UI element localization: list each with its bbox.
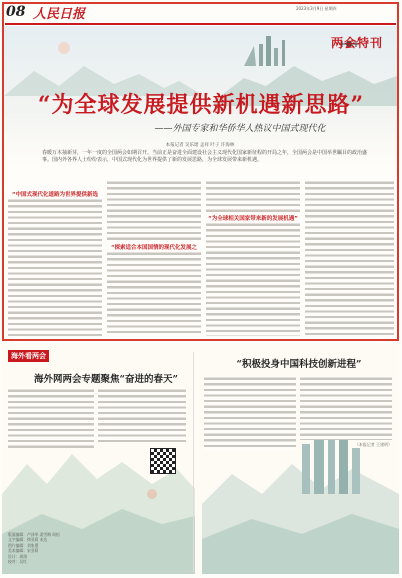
credit-line: 文字编辑：徐亚莉 宋达 bbox=[8, 537, 48, 543]
body-column-1 bbox=[8, 198, 102, 336]
body-column-3b bbox=[206, 222, 300, 336]
left-story-headline: 海外网两会专题聚焦“奋进的春天” bbox=[34, 374, 178, 385]
feature-byline: 本报记者 吴乐珺 孟祥 叶子 许海林 bbox=[165, 143, 235, 148]
right-story-footer: （本报记者 王建明） bbox=[354, 442, 392, 447]
qr-code[interactable] bbox=[150, 448, 176, 474]
credit-line: 校对：吴红 bbox=[8, 559, 27, 565]
credit-line: 图片编辑：刘家墨 bbox=[8, 542, 39, 548]
feature-subhead: ——外国专家和华侨华人热议中国式现代化 bbox=[154, 124, 326, 134]
column-divider bbox=[193, 352, 194, 572]
newspaper-logo: 人民日报 bbox=[33, 7, 86, 22]
feature-subhead-2: “探索适合本国国情的现代化发展之 bbox=[110, 245, 198, 251]
section-title: 两会特刊 bbox=[331, 36, 384, 50]
feature-lead: 春暖万木抽新芽，一年一度的全国两会如期召开。当前正是奋进全面建设社会主义现代化国家新征程的开局之年，全国两会是中国举世瞩目的政治盛事。国内外各界人士纷纷表示，中国式现代化为世界提供了新的发展思路，为全球发展带来新机遇。 bbox=[42, 150, 368, 163]
body-column-3a bbox=[206, 180, 300, 212]
section-tag: 海外看两会 bbox=[8, 350, 49, 362]
body-column-4 bbox=[305, 180, 394, 336]
right-story-headline: “积极投身中国科技创新进程” bbox=[236, 359, 362, 370]
body-column-2a bbox=[107, 180, 201, 240]
body-column-2b bbox=[107, 251, 201, 336]
page-credits bbox=[8, 532, 88, 564]
feature-subhead-1: “中国式现代化道路为世界提供新选 bbox=[11, 192, 99, 198]
credit-line: 设计：周翔 bbox=[8, 553, 27, 559]
left-story-column-2 bbox=[98, 388, 186, 444]
masthead-rule bbox=[5, 23, 396, 25]
left-story-column-1 bbox=[8, 388, 94, 448]
page-number: 08 bbox=[6, 4, 26, 20]
date-line: 2023年3月9日 星期四 bbox=[296, 6, 337, 11]
credit-line: 美术编辑：宋亚莉 bbox=[8, 548, 39, 554]
feature-subhead-3: “为全球相关国家带来新的发展机遇” bbox=[208, 216, 298, 222]
right-story-column-2 bbox=[300, 376, 392, 440]
right-story-column-1 bbox=[204, 376, 296, 450]
credit-line: 版面编辑：卢泽华 姜雪梅 周恒 bbox=[8, 532, 60, 537]
feature-headline: “为全球发展提供新机遇新思路” bbox=[37, 92, 365, 118]
